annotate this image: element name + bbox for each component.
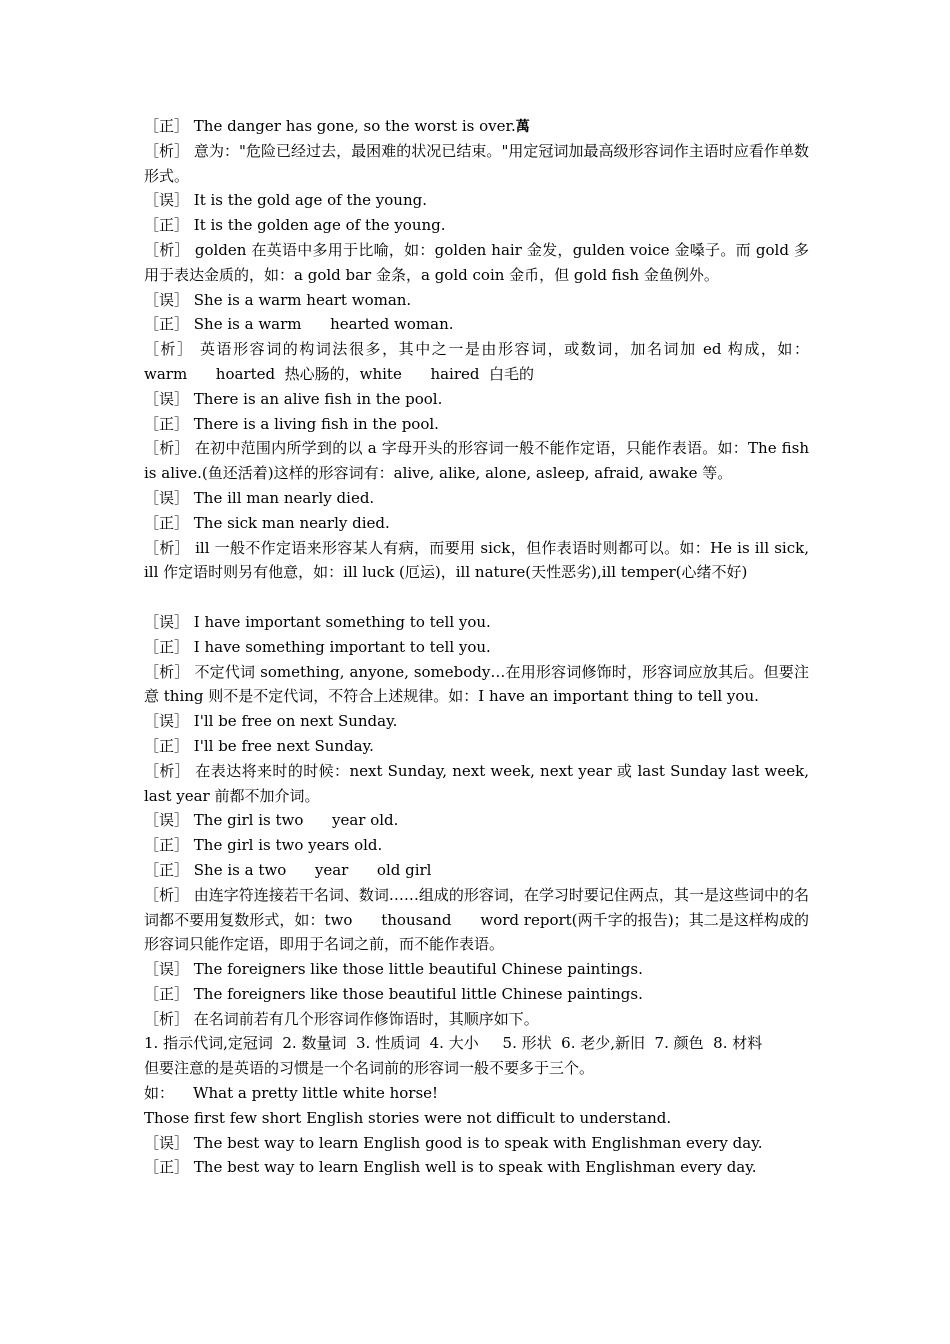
entry-text: 在表达将来时的时候：next Sunday, next week, next year 或 last Sunday last week, last year 前都不加介词。 (144, 761, 809, 805)
entry-line (144, 486, 809, 511)
entry-tag: ［正］ (144, 315, 190, 334)
entry-tag: ［正］ (144, 984, 190, 1003)
entry-line (144, 660, 809, 710)
entry-text: golden 在英语中多用于比喻，如：golden hair 金发，gulden voice 金嗓子。而 gold 多用于表达金质的，如：a gold bar 金条，a gold coin 金币，但 gold fish 金鱼例外。 (144, 240, 809, 284)
entry-text: The best way to learn English good is to speak with Englishman every day. (189, 1133, 763, 1152)
entry-line (144, 312, 809, 337)
stray-glyph: 萬 (515, 119, 530, 135)
entry-line (144, 1056, 809, 1081)
entry-tag: ［析］ (144, 761, 191, 780)
entry-line (144, 759, 809, 809)
entry-text: The sick man nearly died. (189, 513, 390, 532)
entry-line (144, 808, 809, 833)
entry-text: She is a warm hearted woman. (189, 315, 454, 334)
entry-text: 由连字符连接若干名词、数词……组成的形容词，在学习时要记住两点，其一是这些词中的名词都不要用复数形式，如：two thousand word report(两千字的报告)；其二是这样构成的形容词只能作定语，即用于名词之前，而不能作表语。 (144, 885, 809, 954)
entry-line (144, 436, 809, 486)
entry-text: 如： What a pretty little white horse! (144, 1084, 439, 1103)
entry-text: 意为："危险已经过去，最困难的状况已结束。"用定冠词加最高级形容词作主语时应看作单数形式。 (144, 141, 809, 185)
entry-tag: ［误］ (144, 811, 190, 830)
entry-line (144, 412, 809, 437)
entry-tag: ［误］ (144, 290, 190, 309)
entry-line (144, 188, 809, 213)
example-line (144, 1081, 809, 1106)
entry-tag: ［析］ (144, 141, 190, 160)
entry-text: I have something important to tell you. (189, 637, 491, 656)
entry-tag: ［误］ (144, 488, 190, 507)
entry-tag: ［误］ (144, 1133, 190, 1152)
entry-tag: ［正］ (144, 1158, 190, 1177)
entry-text: 英语形容词的构词法很多，其中之一是由形容词，或数词，加名词加 ed 构成，如： warm hoarted 热心肠的，white haired 白毛的 (144, 340, 829, 383)
entry-line (144, 139, 809, 189)
entry-tag: ［正］ (144, 216, 190, 235)
entry-line (144, 709, 809, 734)
entry-line (144, 610, 809, 635)
entry-tag: ［析］ (144, 662, 190, 681)
entry-tag: ［正］ (144, 117, 190, 135)
entry-tag: ［析］ (144, 885, 190, 904)
entry-tag: ［误］ (144, 960, 190, 979)
entry-tag: ［误］ (144, 389, 190, 408)
entry-tag: ［析］ (144, 340, 194, 359)
entry-text: The girl is two year old. (189, 811, 399, 830)
entry-line (144, 213, 809, 238)
entry-text: She is a two year old girl (189, 860, 432, 879)
entry-line (144, 288, 809, 313)
entry-text: 1. 指示代词,定冠词 2. 数量词 3. 性质词 4. 大小 5. 形状 6. 老少,新旧 7. 颜色 8. 材料 (144, 1034, 763, 1053)
entry-text: It is the gold age of the young. (189, 191, 427, 210)
blank-line (144, 585, 809, 610)
entry-tag: ［析］ (144, 439, 190, 458)
entry-line (144, 337, 829, 387)
entry-line (144, 858, 809, 883)
entry-text: I'll be free on next Sunday. (189, 712, 398, 731)
entry-text: I'll be free next Sunday. (189, 736, 374, 755)
entry-line (144, 957, 809, 982)
entry-line (144, 833, 809, 858)
entry-text: The danger has gone, so the worst is over. (189, 117, 516, 135)
entry-text: The girl is two years old. (189, 836, 383, 855)
entry-line (144, 734, 809, 759)
entry-line (144, 1007, 809, 1032)
entry-tag: ［析］ (144, 240, 190, 259)
entry-line (144, 1131, 809, 1156)
example-line (144, 1106, 809, 1131)
entry-text: 不定代词 something, anyone, somebody…在用形容词修饰时，形容词应放其后。但要注意 thing 则不是不定代词，不符合上述规律。如：I have an important thing to tell you. (144, 662, 809, 706)
adjective-order-list (144, 1031, 809, 1056)
entry-text: 但要注意的是英语的习惯是一个名词前的形容词一般不要多于三个。 (144, 1059, 595, 1078)
entry-tag: ［析］ (144, 538, 191, 557)
entry-line (144, 536, 809, 586)
entry-line (144, 238, 809, 288)
entry-line (144, 635, 809, 660)
entry-text: The foreigners like those beautiful little Chinese paintings. (189, 984, 643, 1003)
entry-tag: ［正］ (144, 414, 190, 433)
entry-line (144, 114, 809, 139)
entry-text: The foreigners like those little beautiful Chinese paintings. (189, 960, 643, 979)
entry-text: 在初中范围内所学到的以 a 字母开头的形容词一般不能作定语，只能作表语。如：The fish is alive.(鱼还活着)这样的形容词有：alive, alike, alone, asleep, afraid, awake 等。 (144, 439, 809, 483)
entry-line (144, 883, 809, 957)
document-body (144, 114, 829, 1180)
entry-text: The best way to learn English well is to speak with Englishman every day. (189, 1158, 757, 1177)
entry-line (144, 1155, 809, 1180)
entry-tag: ［析］ (144, 1009, 190, 1028)
entry-tag: ［正］ (144, 836, 190, 855)
entry-text: The ill man nearly died. (189, 488, 375, 507)
entry-text: 在名词前若有几个形容词作修饰语时，其顺序如下。 (189, 1009, 539, 1028)
entry-line (144, 982, 809, 1007)
entry-text: Those first few short English stories were not difficult to understand. (144, 1108, 672, 1127)
entry-tag: ［误］ (144, 712, 190, 731)
entry-tag: ［误］ (144, 612, 190, 631)
entry-text: ill 一般不作定语来形容某人有病，而要用 sick，但作表语时则都可以。如：He is ill sick, ill 作定语时则另有他意，如：ill luck (厄运)，ill nature(天性恶劣),ill temper(心绪不好) (144, 538, 809, 582)
entry-tag: ［正］ (144, 637, 190, 656)
entry-text: She is a warm heart woman. (189, 290, 412, 309)
entry-line (144, 511, 809, 536)
entry-text: I have important something to tell you. (189, 612, 491, 631)
entry-text: It is the golden age of the young. (189, 216, 446, 235)
entry-text: There is an alive fish in the pool. (189, 389, 443, 408)
entry-tag: ［误］ (144, 191, 190, 210)
entry-tag: ［正］ (144, 860, 190, 879)
entry-tag: ［正］ (144, 736, 190, 755)
entry-text: There is a living fish in the pool. (189, 414, 439, 433)
entry-line (144, 387, 809, 412)
entry-tag: ［正］ (144, 513, 190, 532)
